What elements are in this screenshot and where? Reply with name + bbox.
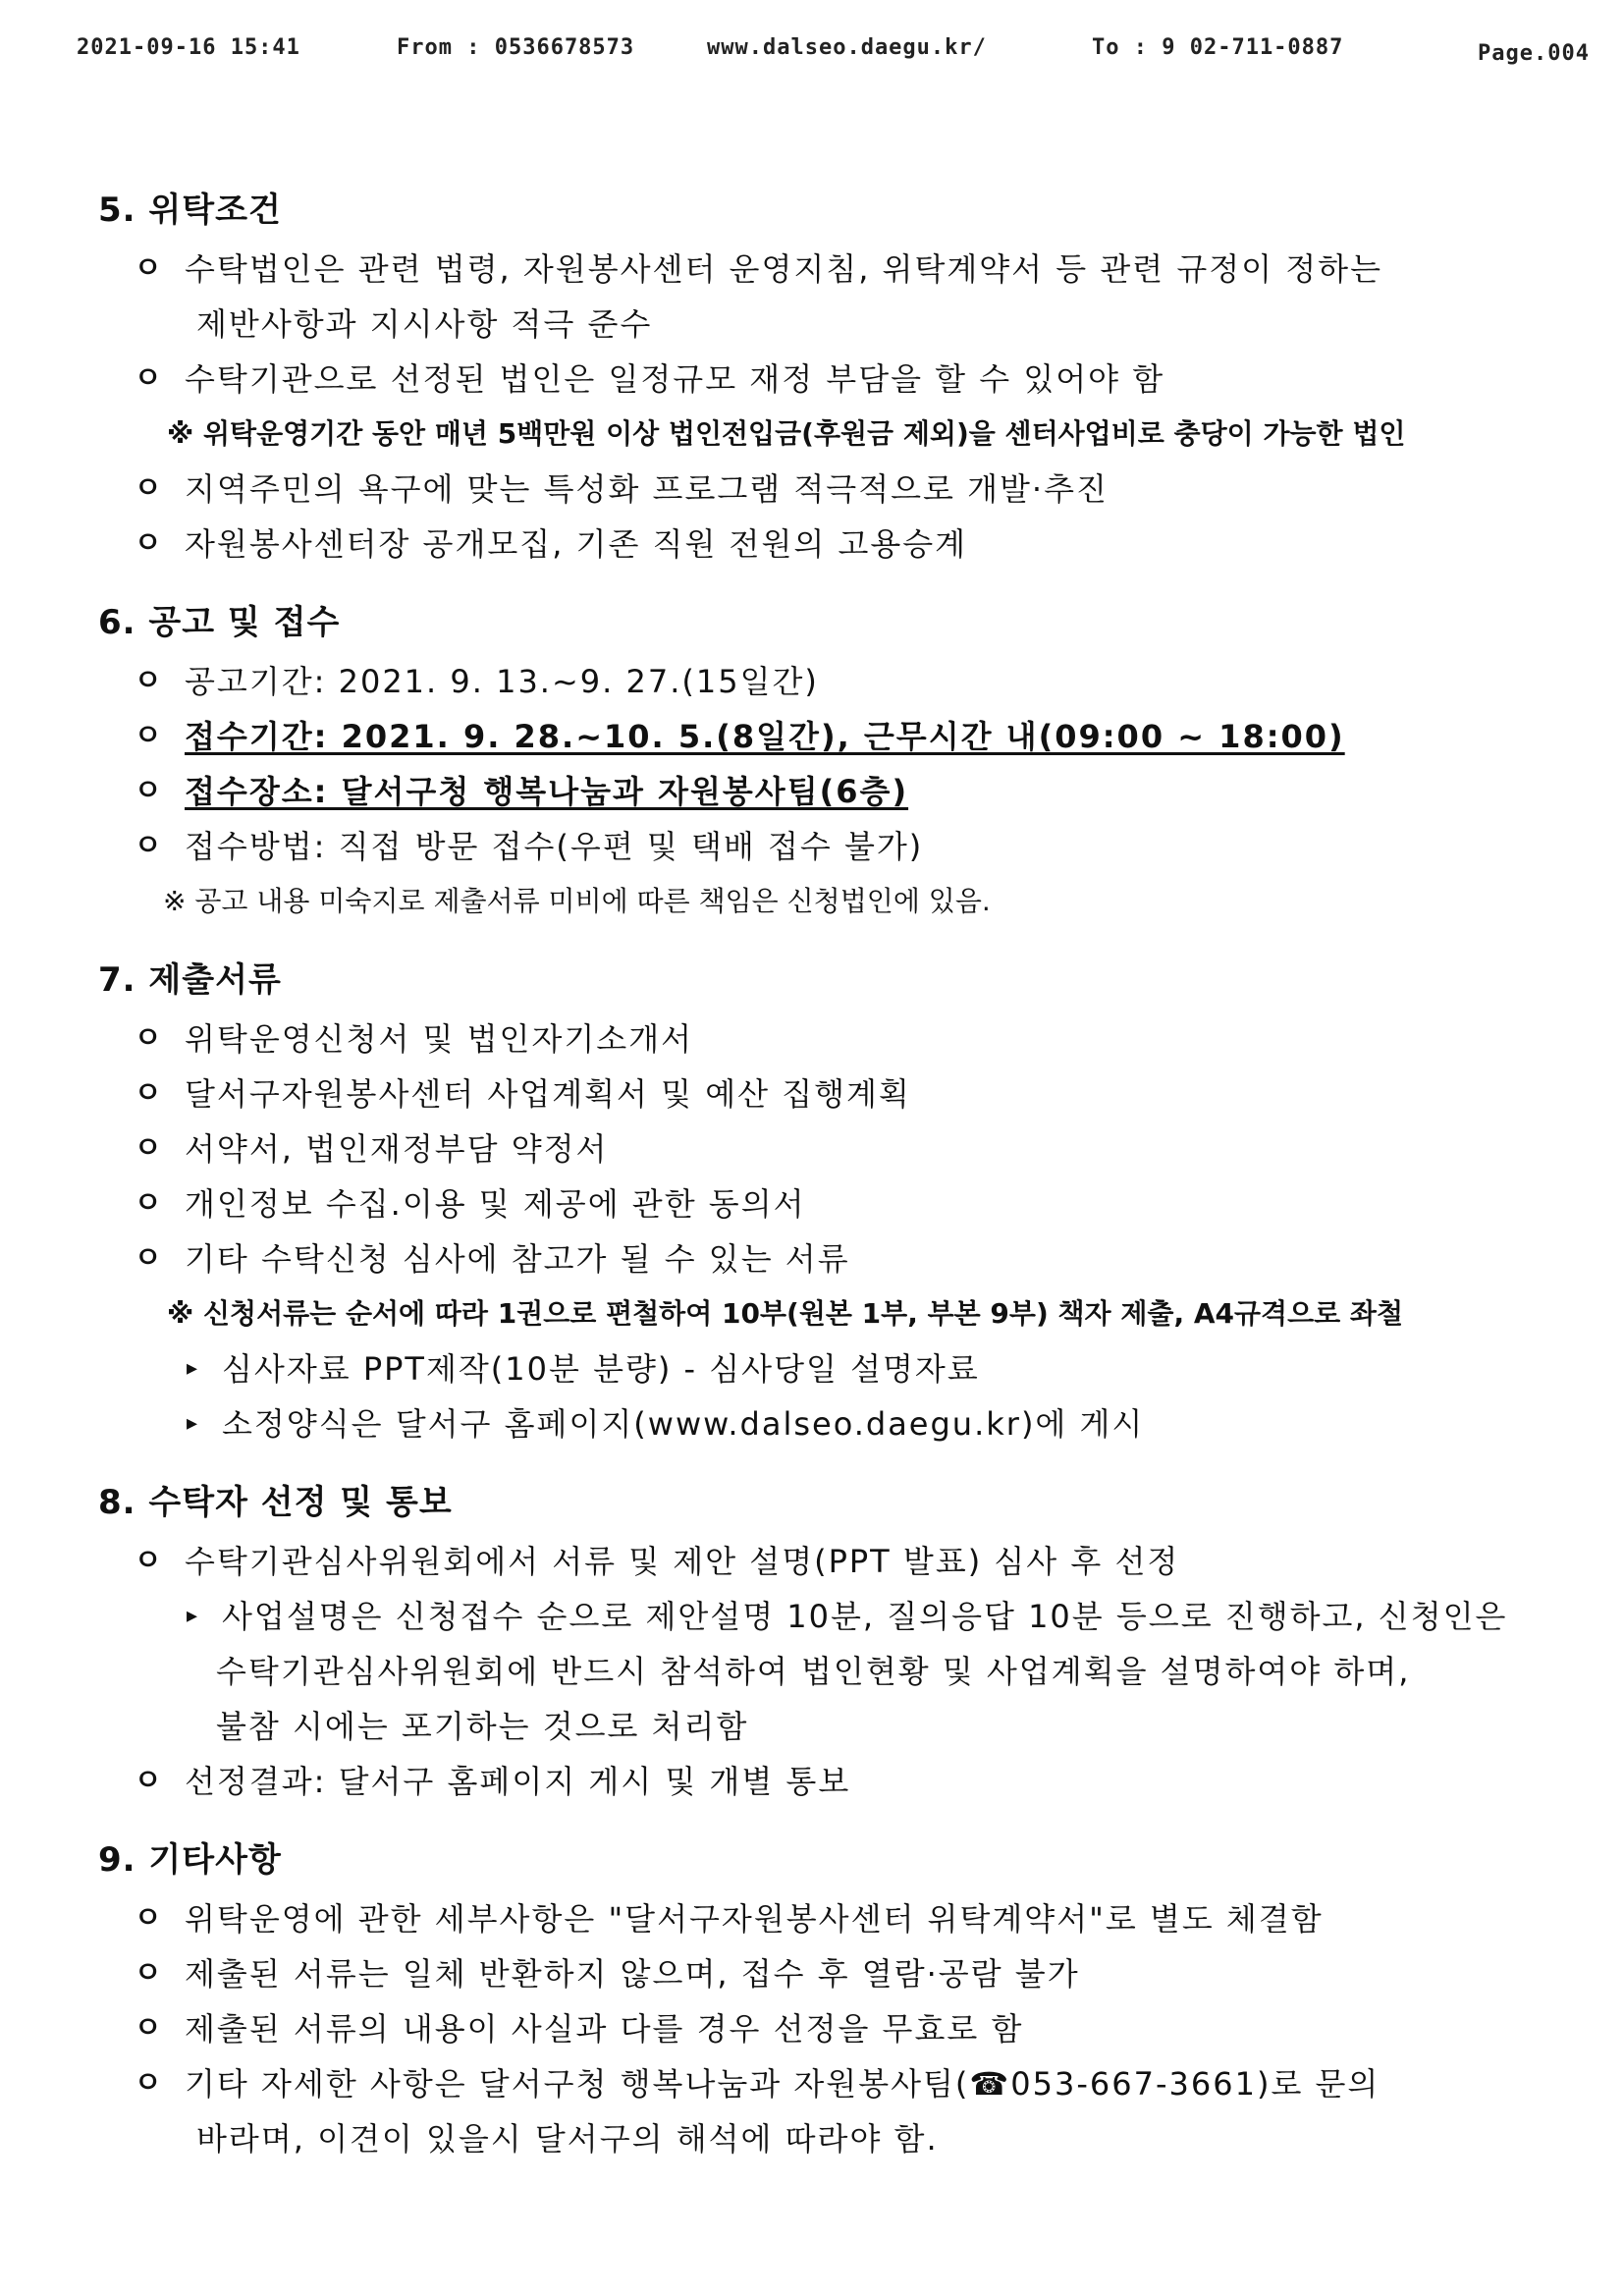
section-7 — [88, 949, 1561, 1451]
list-item — [88, 819, 1561, 874]
item-text: 지역주민의 욕구에 맞는 특성화 프로그램 적극적으로 개발·추진 — [185, 470, 1109, 508]
section-heading: 5. 위탁조건 — [98, 191, 282, 230]
circle-bullet-icon: ㅇ — [134, 664, 164, 698]
circle-bullet-icon: ㅇ — [134, 526, 164, 561]
list-item — [88, 1121, 1561, 1176]
section-heading: 8. 수탁자 선정 및 통보 — [98, 1483, 453, 1522]
fax-datetime: 2021-09-16 15:41 — [77, 35, 300, 60]
fax-from: From : 0536678573 — [397, 35, 635, 60]
list-item — [88, 709, 1561, 764]
section-heading: 6. 공고 및 접수 — [98, 603, 341, 642]
sub-item — [88, 1341, 1561, 1396]
fax-website: www.dalseo.daegu.kr/ — [707, 35, 987, 60]
list-item — [88, 1066, 1561, 1121]
item-text: 기타 자세한 사항은 달서구청 행복나눔과 자원봉사팀(☎053-667-3661)로 문의 — [185, 2065, 1380, 2103]
sub-item-continuation: 불참 시에는 포기하는 것으로 처리함 — [216, 1708, 749, 1745]
list-item — [88, 517, 1561, 572]
circle-bullet-icon: ㅇ — [134, 1076, 164, 1111]
circle-bullet-icon: ㅇ — [134, 1764, 164, 1798]
item-text: 기타 수탁신청 심사에 참고가 될 수 있는 서류 — [185, 1240, 850, 1278]
circle-bullet-icon: ㅇ — [134, 1186, 164, 1221]
list-item — [88, 2056, 1561, 2111]
sub-item-text: 사업설명은 신청접수 순으로 제안설명 10분, 질의응답 10분 등으로 진행하고, 신청인은 — [222, 1598, 1508, 1635]
list-item — [88, 1176, 1561, 1231]
circle-bullet-icon: ㅇ — [134, 361, 164, 396]
circle-bullet-icon: ㅇ — [134, 1021, 164, 1056]
item-text: 제출된 서류는 일체 반환하지 않으며, 접수 후 열람·공람 불가 — [185, 1955, 1080, 1993]
list-item — [88, 352, 1561, 407]
arrow-bullet-icon: ▸ — [187, 1356, 200, 1381]
section-heading: 7. 제출서류 — [98, 960, 282, 1000]
circle-bullet-icon: ㅇ — [134, 829, 164, 863]
note: ※ 공고 내용 미숙지로 제출서류 미비에 따른 책임은 신청법인에 있음. — [163, 885, 991, 917]
list-item — [88, 1534, 1561, 1589]
item-continuation: 제반사항과 지시사항 적극 준수 — [196, 305, 653, 343]
item-text-emphasized: 접수장소: 달서구청 행복나눔과 자원봉사팀(6층) — [185, 773, 909, 810]
circle-bullet-icon: ㅇ — [134, 1956, 164, 1991]
item-text: 제출된 서류의 내용이 사실과 다를 경우 선정을 무효로 함 — [185, 2010, 1024, 2048]
item-text: 개인정보 수집.이용 및 제공에 관한 동의서 — [185, 1185, 806, 1223]
fax-page-number: Page.004 — [1478, 41, 1590, 66]
list-item — [88, 2001, 1561, 2056]
fax-to: To : 9 02-711-0887 — [1092, 35, 1344, 60]
arrow-bullet-icon: ▸ — [187, 1604, 200, 1628]
list-item — [88, 1754, 1561, 1809]
section-6 — [88, 591, 1561, 929]
section-9 — [88, 1829, 1561, 2166]
fax-header — [77, 35, 1624, 75]
circle-bullet-icon: ㅇ — [134, 1131, 164, 1166]
arrow-bullet-icon: ▸ — [187, 1411, 200, 1436]
note: ※ 신청서류는 순서에 따라 1권으로 편철하여 10부(원본 1부, 부본 9부) 책자 제출, A4규격으로 좌철 — [167, 1297, 1404, 1330]
circle-bullet-icon: ㅇ — [134, 774, 164, 808]
circle-bullet-icon: ㅇ — [134, 1901, 164, 1936]
circle-bullet-icon: ㅇ — [134, 251, 164, 286]
circle-bullet-icon: ㅇ — [134, 2011, 164, 2046]
item-text: 위탁운영에 관한 세부사항은 "달서구자원봉사센터 위탁계약서"로 별도 체결함 — [185, 1900, 1324, 1938]
sub-item-text: 소정양식은 달서구 홈페이지(www.dalseo.daegu.kr)에 게시 — [222, 1405, 1145, 1443]
circle-bullet-icon: ㅇ — [134, 1241, 164, 1276]
item-text-emphasized: 접수기간: 2021. 9. 28.~10. 5.(8일간), 근무시간 내(09:00 ~ 18:00) — [185, 718, 1345, 755]
item-text: 수탁기관심사위원회에서 서류 및 제안 설명(PPT 발표) 심사 후 선정 — [185, 1543, 1180, 1580]
item-text: 달서구자원봉사센터 사업계획서 및 예산 집행계획 — [185, 1075, 911, 1113]
circle-bullet-icon: ㅇ — [134, 719, 164, 753]
item-text: 수탁기관으로 선정된 법인은 일정규모 재정 부담을 할 수 있어야 함 — [185, 360, 1165, 398]
sub-item-text: 심사자료 PPT제작(10분 분량) - 심사당일 설명자료 — [222, 1350, 980, 1388]
sub-item — [88, 1589, 1561, 1644]
list-item — [88, 764, 1561, 819]
section-heading: 9. 기타사항 — [98, 1840, 282, 1880]
sub-item — [88, 1396, 1561, 1451]
list-item — [88, 242, 1561, 297]
section-8 — [88, 1471, 1561, 1809]
section-5 — [88, 179, 1561, 572]
note: ※ 위탁운영기간 동안 매년 5백만원 이상 법인전입금(후원금 제외)을 센터사업비로 충당이 가능한 법인 — [167, 417, 1406, 450]
document-body — [88, 179, 1561, 2186]
circle-bullet-icon: ㅇ — [134, 471, 164, 506]
item-text: 수탁법인은 관련 법령, 자원봉사센터 운영지침, 위탁계약서 등 관련 규정이 정하는 — [185, 250, 1382, 288]
item-text: 자원봉사센터장 공개모집, 기존 직원 전원의 고용승계 — [185, 525, 968, 563]
list-item — [88, 462, 1561, 517]
list-item — [88, 1231, 1561, 1286]
list-item — [88, 1946, 1561, 2001]
item-text: 선정결과: 달서구 홈페이지 게시 및 개별 통보 — [185, 1763, 851, 1800]
item-text: 서약서, 법인재정부담 약정서 — [185, 1130, 609, 1168]
circle-bullet-icon: ㅇ — [134, 1544, 164, 1578]
item-text: 공고기간: 2021. 9. 13.~9. 27.(15일간) — [185, 663, 819, 700]
item-text: 접수방법: 직접 방문 접수(우편 및 택배 접수 불가) — [185, 828, 924, 865]
item-continuation: 바라며, 이견이 있을시 달서구의 해석에 따라야 함. — [196, 2120, 939, 2158]
list-item — [88, 654, 1561, 709]
item-text: 위탁운영신청서 및 법인자기소개서 — [185, 1020, 694, 1058]
sub-item-continuation: 수탁기관심사위원회에 반드시 참석하여 법인현황 및 사업계획을 설명하여야 하며, — [216, 1653, 1411, 1690]
circle-bullet-icon: ㅇ — [134, 2066, 164, 2101]
list-item — [88, 1011, 1561, 1066]
list-item — [88, 1891, 1561, 1946]
